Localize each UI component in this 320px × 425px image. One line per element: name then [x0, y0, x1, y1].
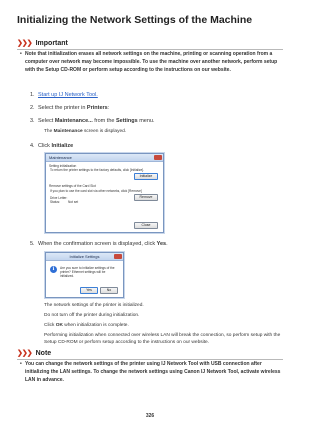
note-body — [20, 360, 282, 384]
step-4: 4. Click Initialize — [30, 143, 74, 149]
initialize-settings-dialog-screenshot — [45, 252, 124, 298]
remove-button[interactable]: Remove — [134, 194, 158, 201]
page-title: Initializing the Network Settings of the Machine — [17, 14, 253, 26]
no-button[interactable]: No — [100, 287, 118, 294]
result-line-1: The network settings of the printer is initialized. — [44, 303, 144, 308]
chevron-arrows-icon: ❯❯❯ — [17, 350, 32, 357]
important-heading-block — [17, 39, 68, 47]
chevron-arrows-icon: ❯❯❯ — [17, 40, 32, 47]
step-3-sub: The Maintenance screen is displayed. — [44, 129, 127, 134]
bullet-icon: • — [20, 51, 22, 57]
initialize-button[interactable]: Initialize — [134, 173, 158, 180]
dialog-titlebar: Initialize Settings — [46, 253, 123, 261]
result-paragraph: Performing initialization when connected over wireless LAN will break the connection, so perform setup with the Setup CD-ROM or perform setup according to the instructions on our website. — [44, 333, 281, 345]
result-line-3: Click OK when initialization is complete. — [44, 323, 129, 328]
result-line-2: Do not turn off the printer during initialization. — [44, 313, 140, 318]
close-icon — [154, 155, 162, 160]
maintenance-dialog-screenshot — [45, 153, 164, 233]
status-label: Status: — [50, 200, 60, 204]
bullet-icon: • — [20, 361, 22, 367]
drive-letter-label: Drive Letter: — [50, 196, 68, 200]
status-value: Not set — [68, 200, 79, 204]
step-3: 3. Select Maintenance... from the Settings menu. — [30, 118, 155, 124]
step-1: 1. Start up IJ Network Tool. — [30, 92, 98, 98]
page-number: 326 — [145, 413, 155, 419]
note-heading: Note — [35, 349, 52, 357]
info-icon: i — [50, 266, 57, 273]
group-title-remove: Remove settings of the Card Slot — [49, 184, 96, 188]
start-ij-network-tool-link[interactable]: Start up IJ Network Tool. — [38, 92, 98, 98]
confirm-message: Are you sure to initialize settings of the printer? Ethernet settings will be initialized. — [60, 266, 115, 278]
important-note — [20, 50, 282, 74]
group-text-init: To return the printer settings to the factory defaults, click [Initialize]. — [50, 168, 145, 172]
step-2: 2. Select the printer in Printers: — [30, 105, 110, 111]
important-heading: Important — [35, 39, 68, 47]
yes-button[interactable]: Yes — [80, 287, 98, 294]
note-heading-block — [17, 349, 51, 357]
important-text: Note that initialization erases all network settings on the machine, printing or scanning operation from a computer over network may become impossible. To use the machine over another network, perform setup with the Setup CD-ROM or perform setup according to the instructions on our website. — [25, 51, 278, 73]
note-text: You can change the network settings of the printer using IJ Network Tool with USB connection after initializing the LAN settings. To change the network settings using Canon IJ Network Tool, activate wireless LAN in advance. — [25, 361, 281, 383]
group-title-init: Setting initialization — [49, 164, 77, 168]
step-5: 5. When the confirmation screen is displayed, click Yes. — [30, 241, 168, 247]
close-icon — [114, 254, 122, 259]
close-button[interactable]: Close — [134, 222, 158, 229]
dialog-titlebar: Maintenance — [46, 154, 163, 162]
group-text-remove: If you plan to use the card slot via other networks, click [Remove] — [50, 189, 142, 193]
